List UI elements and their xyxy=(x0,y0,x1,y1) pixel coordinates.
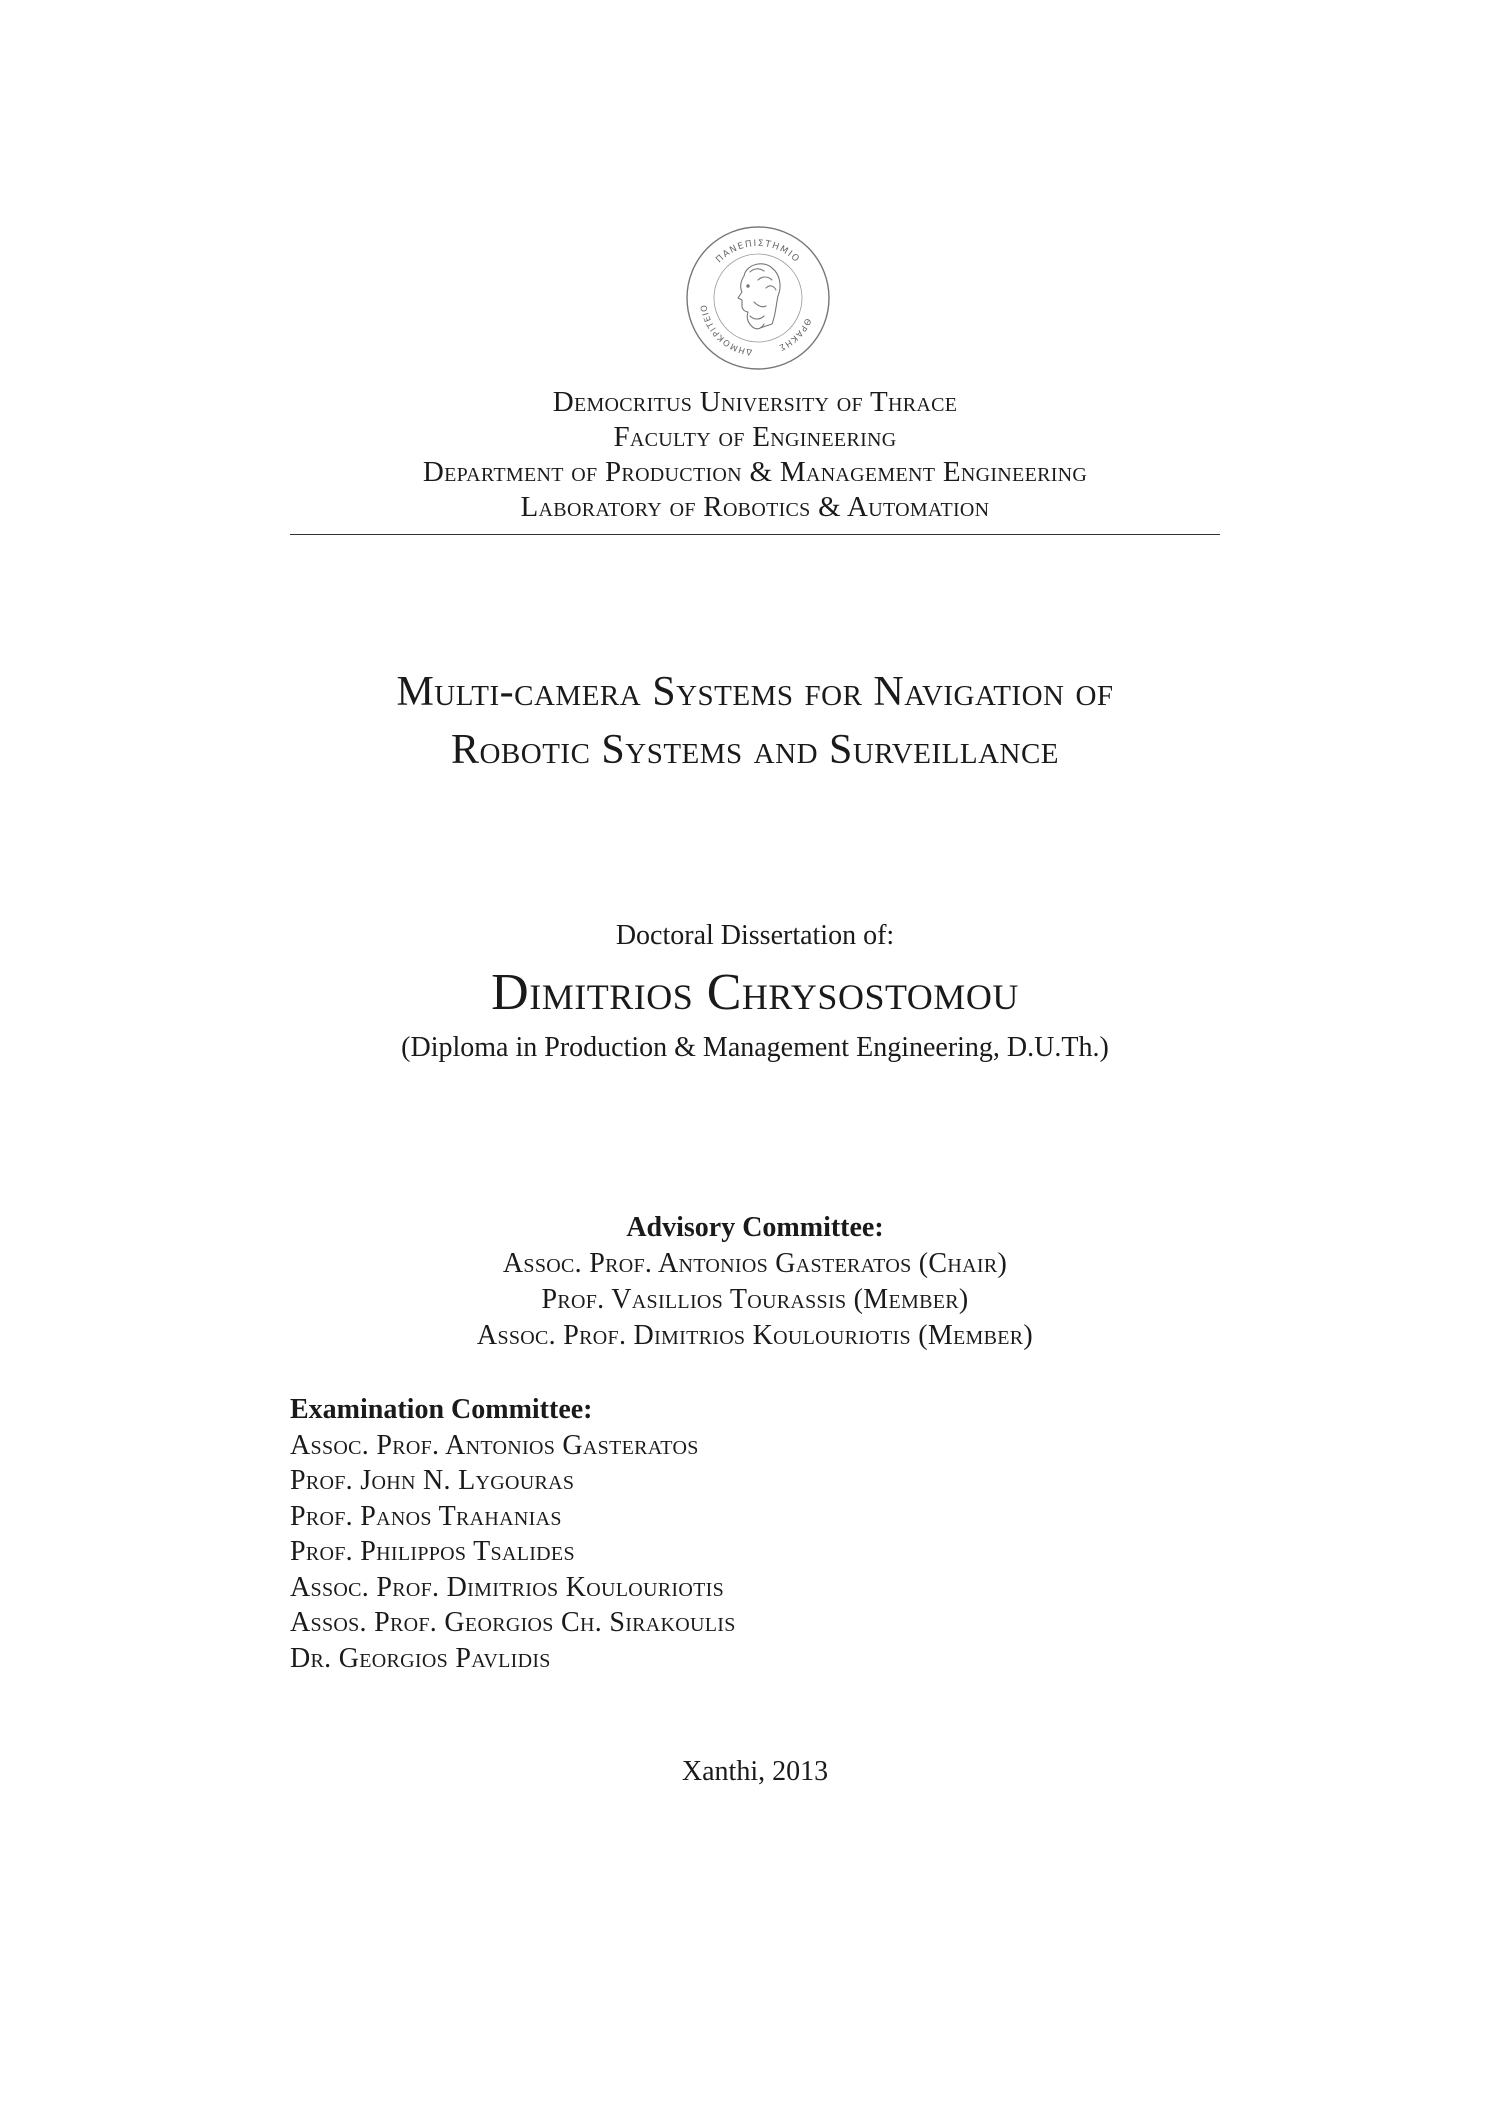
title-line-1: Multi-camera Systems for Navigation of xyxy=(396,669,1114,715)
examination-committee-heading: Examination Committee: xyxy=(290,1394,593,1425)
department-name: Department of Production & Management Engineering xyxy=(422,456,1088,488)
place-and-date: Xanthi, 2013 xyxy=(681,1756,829,1787)
horizontal-divider xyxy=(290,534,1220,535)
examination-member: Assoc. Prof. Antonios Gasteratos xyxy=(290,1429,699,1461)
university-name: Democritus University of Thrace xyxy=(552,386,958,418)
examination-member: Prof. Panos Trahanias xyxy=(290,1500,562,1532)
examination-member: Dr. Georgios Pavlidis xyxy=(290,1642,551,1674)
examination-member: Assoc. Prof. Dimitrios Koulouriotis xyxy=(290,1571,724,1603)
advisory-member: Assoc. Prof. Dimitrios Koulouriotis (Member) xyxy=(476,1320,1034,1351)
advisory-committee-heading: Advisory Committee: xyxy=(626,1212,884,1243)
author-diploma: (Diploma in Production & Management Engineering, D.U.Th.) xyxy=(401,1032,1109,1063)
university-seal-icon xyxy=(684,224,832,372)
institution-block xyxy=(290,385,1220,525)
svg-text:ΘΡΑΚΗΣ: ΘΡΑΚΗΣ xyxy=(776,316,813,353)
faculty-name: Faculty of Engineering xyxy=(613,421,897,453)
advisory-committee xyxy=(290,1210,1220,1354)
dissertation-title xyxy=(240,663,1270,779)
svg-text:ΠΑΝΕΠΙΣΤΗΜΙΟ: ΠΑΝΕΠΙΣΤΗΜΙΟ xyxy=(714,238,802,266)
examination-member: Prof. John N. Lygouras xyxy=(290,1465,575,1496)
examination-member: Prof. Philippos Tsalides xyxy=(290,1536,575,1567)
author-name: Dimitrios Chrysostomou xyxy=(491,964,1019,1021)
advisory-member: Prof. Vasillios Tourassis (Member) xyxy=(541,1284,969,1315)
advisory-member: Assoc. Prof. Antonios Gasteratos (Chair) xyxy=(502,1248,1008,1279)
examination-committee xyxy=(290,1392,1220,1676)
dissertation-label: Doctoral Dissertation of: xyxy=(615,920,895,951)
title-line-2: Robotic Systems and Surveillance xyxy=(450,727,1060,773)
laboratory-name: Laboratory of Robotics & Automation xyxy=(520,491,990,523)
svg-text:ΔΗΜΟΚΡΙΤΕΙΟ: ΔΗΜΟΚΡΙΤΕΙΟ xyxy=(699,303,753,357)
examination-member: Assos. Prof. Georgios Ch. Sirakoulis xyxy=(290,1607,736,1638)
